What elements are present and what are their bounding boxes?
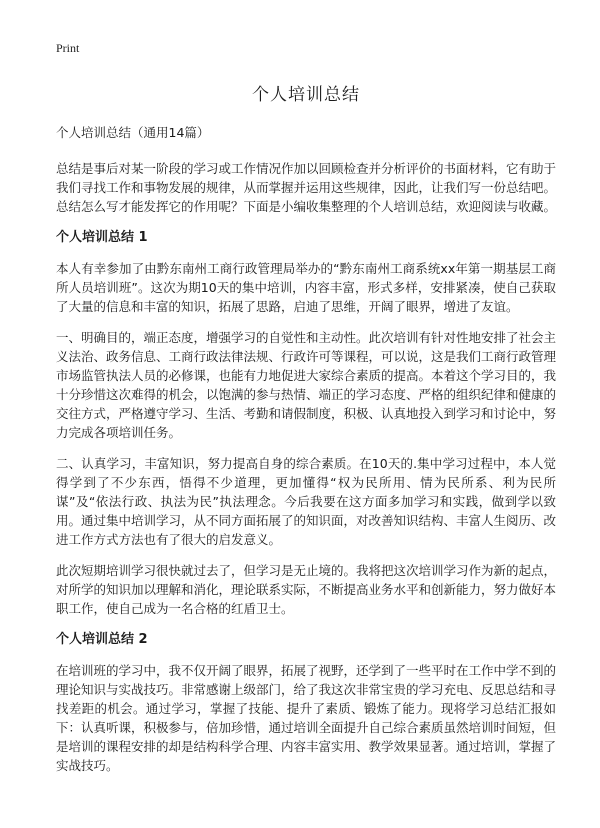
print-link[interactable]: Print xyxy=(56,41,80,55)
section-heading-1: 个人培训总结 1 xyxy=(56,230,148,245)
document xyxy=(56,76,556,787)
intro-paragraph: 总结是事后对某一阶段的学习或工作情况作加以回顾检查并分析评价的书面材料，它有助于我们寻找工作和事物发展的规律，从而掌握并运用这些规律，因此，让我们写一份总结吧。总结怎么写才能发挥它的作用呢？下面是小编收集整理的个人培训总结，欢迎阅读与收藏。 xyxy=(56,161,557,214)
section-1-paragraph-3: 二、认真学习，丰富知识，努力提高自身的综合素质。在10天的.集中学习过程中，本人觉得学到了不少东西，悟得不少道理，更加懂得“权为民所用、情为民所系、利为民所谋”及“依法行政、执法为民”执法理念。今后我要在这方面多加学习和实践，做到学以致用。通过集中培训学习，从不同方面拓展了的知识面，对改善知识结构、丰富人生阅历、改进工作方式方法也有了很大的启发意义。 xyxy=(56,456,557,547)
section-1-paragraph-1: 本人有幸参加了由黔东南州工商行政管理局举办的“黔东南州工商系统xx年第一期基层工商所人员培训班”。这次为期10天的集中培训，内容丰富，形式多样，安排紧凑，使自己获取了大量的信息和丰富的知识，拓展了思路，启迪了思维，开阔了眼界，增进了友谊。 xyxy=(56,261,556,314)
section-1-paragraph-2: 一、明确目的，端正态度，增强学习的自觉性和主动性。此次培训有针对性地安排了社会主义法治、政务信息、工商行政法律法规、行政许可等课程，可以说，这是我们工商行政管理市场监管执法人员的必修课，也能有力地促进大家综合素质的提高。本着这个学习目的，我十分珍惜这次难得的机会，以饱满的参与热情、端正的学习态度、严格的组织纪律和健康的交往方式，严格遵守学习、生活、考勤和请假制度，积极、认真地投入到学习和讨论中，努力完成各项培训任务。 xyxy=(56,330,557,440)
section-2-paragraph-1: 在培训班的学习中，我不仅开阔了眼界，拓展了视野，还学到了一些平时在工作中学不到的理论知识与实战技巧。非常感谢上级部门，给了我这次非常宝贵的学习充电、反思总结和寻找差距的机会。通过学习，掌握了技能、提升了素质、锻炼了能力。现将学习总结汇报如下：认真听课，积极参与，倍加珍惜，通过培训全面提升自己综合素质虽然培训时间短，但是培训的课程安排的却是结构科学合理、内容丰富实用、教学效果显著。通过培训，掌握了实战技巧。 xyxy=(56,663,557,773)
section-heading-2: 个人培训总结 2 xyxy=(56,632,148,647)
page-title: 个人培训总结 xyxy=(252,85,360,105)
section-1-paragraph-4: 此次短期培训学习很快就过去了，但学习是无止境的。我将把这次培训学习作为新的起点，对所学的知识加以理解和消化，理论联系实际，不断提高业务水平和创新能力，努力做好本职工作，使自己成为一名合格的红盾卫士。 xyxy=(56,563,557,616)
document-subtitle: 个人培训总结（通用14篇） xyxy=(56,125,210,140)
